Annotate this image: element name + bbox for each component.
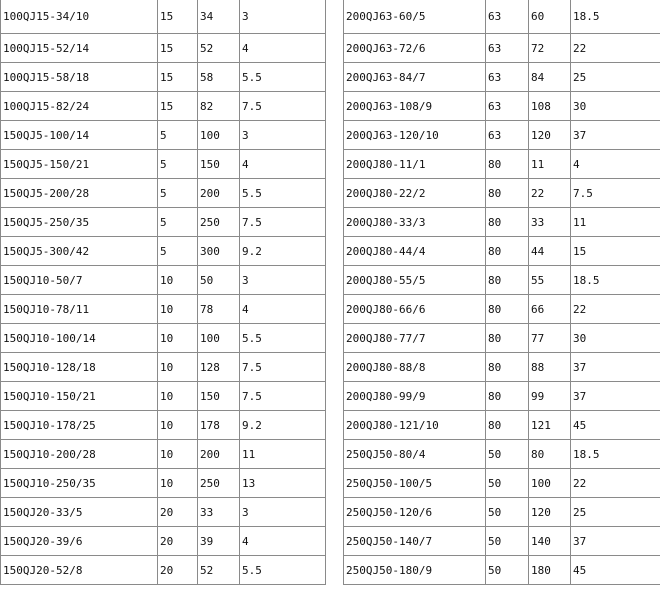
model-cell: 200QJ63-60/5 <box>344 0 486 34</box>
model-cell: 250QJ50-140/7 <box>344 527 486 556</box>
head-cell: 22 <box>529 179 571 208</box>
model-cell: 250QJ50-80/4 <box>344 440 486 469</box>
model-cell: 200QJ80-77/7 <box>344 324 486 353</box>
power-cell: 45 <box>571 411 660 440</box>
table-row <box>344 556 660 585</box>
model-cell: 200QJ63-72/6 <box>344 34 486 63</box>
model-cell: 100QJ15-82/24 <box>1 92 158 121</box>
power-cell: 4 <box>240 295 326 324</box>
model-cell: 150QJ5-150/21 <box>1 150 158 179</box>
head-cell: 128 <box>198 353 240 382</box>
power-cell: 30 <box>571 92 660 121</box>
table-row <box>1 527 326 556</box>
table-gap <box>326 0 343 590</box>
power-cell: 3 <box>240 0 326 34</box>
flow-cell: 63 <box>486 63 529 92</box>
power-cell: 37 <box>571 382 660 411</box>
table-row <box>1 469 326 498</box>
head-cell: 88 <box>529 353 571 382</box>
flow-cell: 63 <box>486 34 529 63</box>
flow-cell: 10 <box>158 353 198 382</box>
table-row <box>344 382 660 411</box>
model-cell: 150QJ20-52/8 <box>1 556 158 585</box>
table-row <box>1 92 326 121</box>
power-cell: 37 <box>571 353 660 382</box>
flow-cell: 50 <box>486 498 529 527</box>
flow-cell: 80 <box>486 266 529 295</box>
table-row <box>344 411 660 440</box>
power-cell: 25 <box>571 498 660 527</box>
table-row <box>344 92 660 121</box>
flow-cell: 15 <box>158 34 198 63</box>
head-cell: 100 <box>529 469 571 498</box>
head-cell: 77 <box>529 324 571 353</box>
flow-cell: 10 <box>158 440 198 469</box>
table-row <box>344 527 660 556</box>
table-row <box>1 208 326 237</box>
flow-cell: 50 <box>486 469 529 498</box>
flow-cell: 80 <box>486 208 529 237</box>
model-cell: 150QJ20-33/5 <box>1 498 158 527</box>
head-cell: 140 <box>529 527 571 556</box>
power-cell: 5.5 <box>240 63 326 92</box>
power-cell: 18.5 <box>571 266 660 295</box>
head-cell: 150 <box>198 382 240 411</box>
model-cell: 100QJ15-52/14 <box>1 34 158 63</box>
power-cell: 4 <box>240 34 326 63</box>
model-cell: 150QJ10-250/35 <box>1 469 158 498</box>
flow-cell: 5 <box>158 150 198 179</box>
model-cell: 150QJ20-39/6 <box>1 527 158 556</box>
power-cell: 11 <box>571 208 660 237</box>
flow-cell: 5 <box>158 208 198 237</box>
power-cell: 45 <box>571 556 660 585</box>
flow-cell: 80 <box>486 237 529 266</box>
table-row <box>344 34 660 63</box>
head-cell: 55 <box>529 266 571 295</box>
table-row <box>344 295 660 324</box>
power-cell: 4 <box>240 150 326 179</box>
head-cell: 34 <box>198 0 240 34</box>
model-cell: 200QJ80-22/2 <box>344 179 486 208</box>
head-cell: 250 <box>198 469 240 498</box>
flow-cell: 80 <box>486 382 529 411</box>
flow-cell: 15 <box>158 63 198 92</box>
head-cell: 39 <box>198 527 240 556</box>
model-cell: 200QJ80-33/3 <box>344 208 486 237</box>
table-row <box>1 556 326 585</box>
head-cell: 100 <box>198 121 240 150</box>
flow-cell: 10 <box>158 382 198 411</box>
flow-cell: 5 <box>158 121 198 150</box>
table-row <box>344 469 660 498</box>
head-cell: 84 <box>529 63 571 92</box>
power-cell: 3 <box>240 121 326 150</box>
model-cell: 200QJ80-99/9 <box>344 382 486 411</box>
head-cell: 120 <box>529 121 571 150</box>
head-cell: 11 <box>529 150 571 179</box>
table-row <box>344 498 660 527</box>
flow-cell: 10 <box>158 295 198 324</box>
table-row <box>1 121 326 150</box>
power-cell: 37 <box>571 527 660 556</box>
model-cell: 150QJ5-300/42 <box>1 237 158 266</box>
flow-cell: 10 <box>158 324 198 353</box>
power-cell: 7.5 <box>240 382 326 411</box>
flow-cell: 50 <box>486 527 529 556</box>
power-cell: 22 <box>571 295 660 324</box>
flow-cell: 80 <box>486 295 529 324</box>
model-cell: 250QJ50-100/5 <box>344 469 486 498</box>
table-row <box>1 237 326 266</box>
model-cell: 150QJ10-78/11 <box>1 295 158 324</box>
flow-cell: 15 <box>158 0 198 34</box>
head-cell: 50 <box>198 266 240 295</box>
pump-spec-table-right <box>343 0 660 585</box>
model-cell: 150QJ5-200/28 <box>1 179 158 208</box>
head-cell: 44 <box>529 237 571 266</box>
model-cell: 200QJ80-11/1 <box>344 150 486 179</box>
head-cell: 52 <box>198 34 240 63</box>
table-row <box>1 0 326 34</box>
table-row <box>344 440 660 469</box>
power-cell: 18.5 <box>571 0 660 34</box>
model-cell: 100QJ15-34/10 <box>1 0 158 34</box>
table-row <box>1 324 326 353</box>
model-cell: 150QJ5-250/35 <box>1 208 158 237</box>
table-row <box>344 208 660 237</box>
model-cell: 150QJ10-150/21 <box>1 382 158 411</box>
model-cell: 150QJ10-128/18 <box>1 353 158 382</box>
flow-cell: 63 <box>486 92 529 121</box>
model-cell: 150QJ5-100/14 <box>1 121 158 150</box>
head-cell: 180 <box>529 556 571 585</box>
head-cell: 78 <box>198 295 240 324</box>
table-row <box>1 63 326 92</box>
power-cell: 22 <box>571 469 660 498</box>
flow-cell: 5 <box>158 237 198 266</box>
power-cell: 5.5 <box>240 179 326 208</box>
table-row <box>1 353 326 382</box>
flow-cell: 50 <box>486 556 529 585</box>
table-row <box>1 382 326 411</box>
head-cell: 33 <box>198 498 240 527</box>
head-cell: 178 <box>198 411 240 440</box>
model-cell: 200QJ63-108/9 <box>344 92 486 121</box>
head-cell: 82 <box>198 92 240 121</box>
flow-cell: 5 <box>158 179 198 208</box>
pump-spec-table-left <box>0 0 326 585</box>
power-cell: 18.5 <box>571 440 660 469</box>
flow-cell: 20 <box>158 498 198 527</box>
head-cell: 80 <box>529 440 571 469</box>
table-row <box>344 179 660 208</box>
flow-cell: 63 <box>486 121 529 150</box>
head-cell: 100 <box>198 324 240 353</box>
model-cell: 150QJ10-200/28 <box>1 440 158 469</box>
power-cell: 9.2 <box>240 237 326 266</box>
power-cell: 4 <box>240 527 326 556</box>
head-cell: 300 <box>198 237 240 266</box>
head-cell: 58 <box>198 63 240 92</box>
power-cell: 7.5 <box>571 179 660 208</box>
flow-cell: 50 <box>486 440 529 469</box>
model-cell: 200QJ80-121/10 <box>344 411 486 440</box>
power-cell: 3 <box>240 498 326 527</box>
flow-cell: 10 <box>158 469 198 498</box>
flow-cell: 10 <box>158 266 198 295</box>
head-cell: 200 <box>198 440 240 469</box>
flow-cell: 15 <box>158 92 198 121</box>
head-cell: 121 <box>529 411 571 440</box>
table-row <box>1 498 326 527</box>
head-cell: 200 <box>198 179 240 208</box>
power-cell: 30 <box>571 324 660 353</box>
head-cell: 60 <box>529 0 571 34</box>
table-row <box>344 63 660 92</box>
power-cell: 9.2 <box>240 411 326 440</box>
flow-cell: 20 <box>158 556 198 585</box>
table-row <box>344 266 660 295</box>
table-row <box>344 353 660 382</box>
power-cell: 5.5 <box>240 324 326 353</box>
head-cell: 250 <box>198 208 240 237</box>
head-cell: 52 <box>198 556 240 585</box>
power-cell: 37 <box>571 121 660 150</box>
model-cell: 200QJ80-66/6 <box>344 295 486 324</box>
power-cell: 22 <box>571 34 660 63</box>
model-cell: 250QJ50-120/6 <box>344 498 486 527</box>
power-cell: 13 <box>240 469 326 498</box>
power-cell: 7.5 <box>240 92 326 121</box>
head-cell: 120 <box>529 498 571 527</box>
power-cell: 15 <box>571 237 660 266</box>
power-cell: 25 <box>571 63 660 92</box>
table-row <box>1 266 326 295</box>
flow-cell: 80 <box>486 150 529 179</box>
table-row <box>1 150 326 179</box>
flow-cell: 20 <box>158 527 198 556</box>
table-row <box>344 121 660 150</box>
table-row <box>344 150 660 179</box>
flow-cell: 10 <box>158 411 198 440</box>
head-cell: 66 <box>529 295 571 324</box>
power-cell: 7.5 <box>240 208 326 237</box>
power-cell: 11 <box>240 440 326 469</box>
table-row <box>344 324 660 353</box>
model-cell: 150QJ10-100/14 <box>1 324 158 353</box>
table-row <box>1 411 326 440</box>
model-cell: 100QJ15-58/18 <box>1 63 158 92</box>
model-cell: 150QJ10-178/25 <box>1 411 158 440</box>
model-cell: 200QJ80-44/4 <box>344 237 486 266</box>
head-cell: 108 <box>529 92 571 121</box>
power-cell: 7.5 <box>240 353 326 382</box>
power-cell: 5.5 <box>240 556 326 585</box>
flow-cell: 80 <box>486 353 529 382</box>
head-cell: 72 <box>529 34 571 63</box>
model-cell: 200QJ63-84/7 <box>344 63 486 92</box>
flow-cell: 63 <box>486 0 529 34</box>
head-cell: 99 <box>529 382 571 411</box>
model-cell: 200QJ63-120/10 <box>344 121 486 150</box>
model-cell: 150QJ10-50/7 <box>1 266 158 295</box>
table-row <box>344 237 660 266</box>
model-cell: 200QJ80-55/5 <box>344 266 486 295</box>
flow-cell: 80 <box>486 179 529 208</box>
table-row <box>1 440 326 469</box>
flow-cell: 80 <box>486 411 529 440</box>
model-cell: 200QJ80-88/8 <box>344 353 486 382</box>
table-row <box>1 295 326 324</box>
flow-cell: 80 <box>486 324 529 353</box>
head-cell: 150 <box>198 150 240 179</box>
head-cell: 33 <box>529 208 571 237</box>
power-cell: 3 <box>240 266 326 295</box>
power-cell: 4 <box>571 150 660 179</box>
model-cell: 250QJ50-180/9 <box>344 556 486 585</box>
table-row <box>1 179 326 208</box>
table-row <box>344 0 660 34</box>
table-row <box>1 34 326 63</box>
